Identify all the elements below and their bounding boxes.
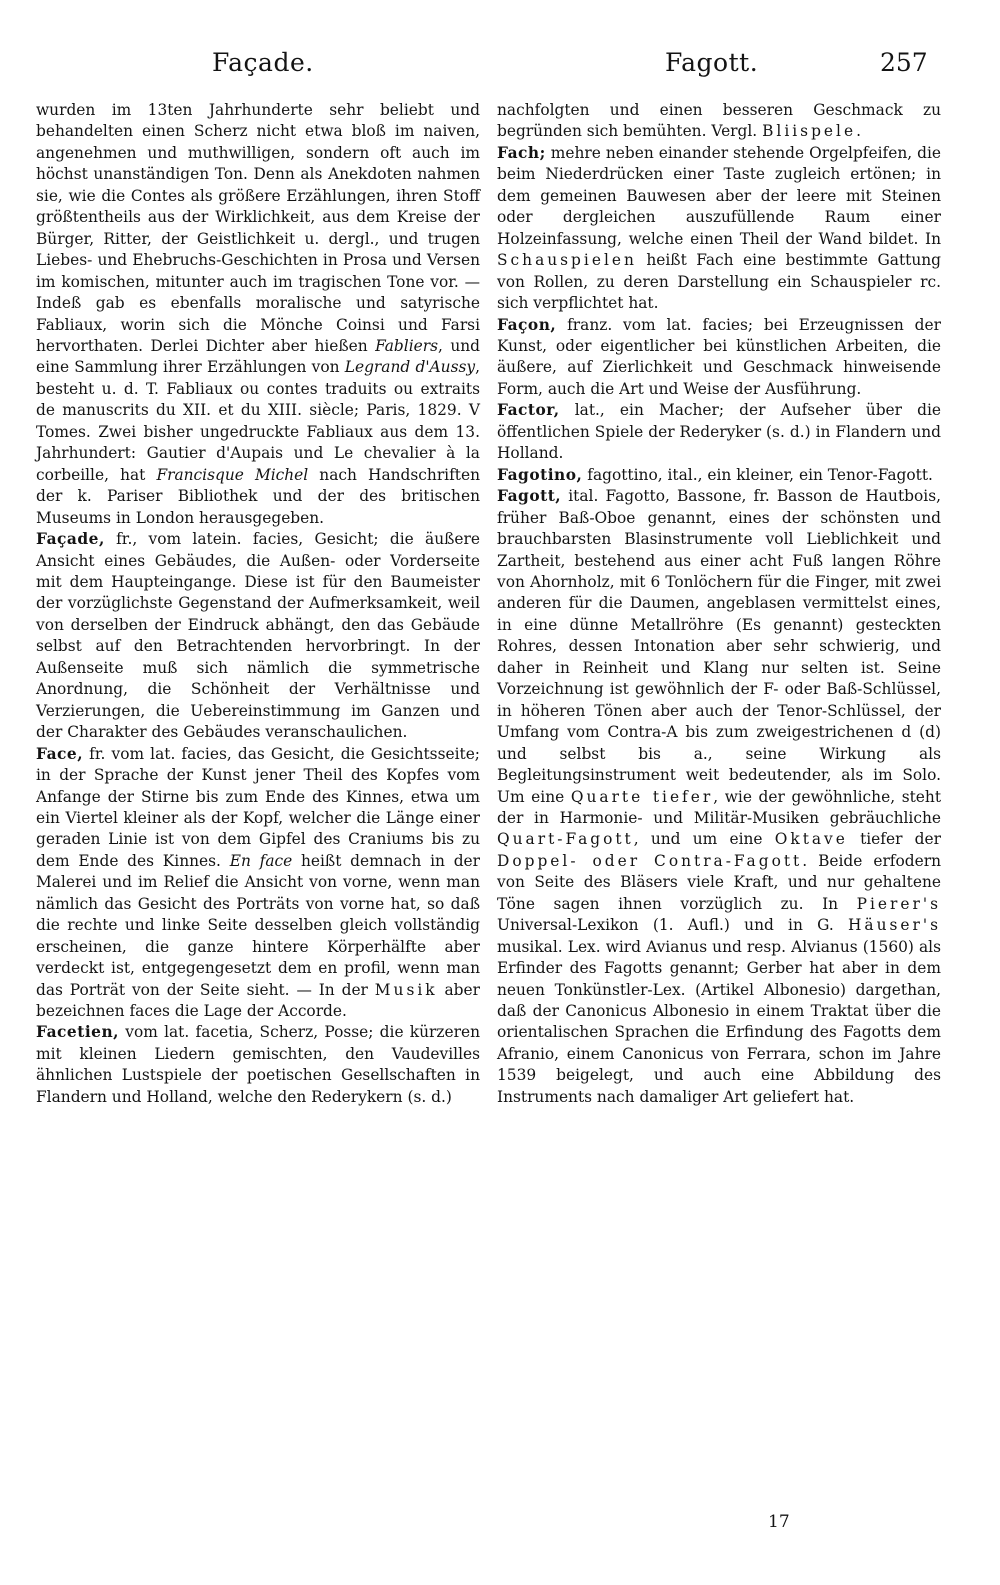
text-run: ital. Fagotto, Bassone, fr. Basson de Hautbois, früher Baß-Oboe genannt, eines der schönsten und brauchbarsten Blasinstrumente voll Lieblichkeit und Zartheit, bestehend aus einer acht Fuß langen Röhre von Ahornholz, mit 6 Tonlöchern für die Finger, mit zwei anderen für die Daumen, angeblasen vermittelst eines, in eine dünne Metallröhre (Es genannt) gesteckten Rohres, dessen Intonation aber sehr schwierig, und daher in Reinheit und Klang nur selten ist. Seine Vorzeichnung ist gewöhnlich der F- oder Baß-Schlüssel, in höheren Tönen aber auch der Tenor-Schlüssel, der Umfang vom Contra-A bis zum zweigestrichenen d (d) und selbst bis a., seine Wirkung als Begleitungsinstrument weit bedeutender, als im Solo. Um eine — [497, 487, 941, 806]
text-run: , besteht u. d. T. Fabliaux ou contes traduits ou extraits de manuscrits du XII. et du XIII. siècle; Paris, 1829. V Tomes. Zwei bisher ungedruckte Fabliaux aus dem 13. Jahrhundert: Gautier d'Aupais und Le chevalier à la corbeille, hat — [36, 358, 480, 484]
right-column — [497, 100, 941, 1108]
text-run: fr. vom lat. facies, das Gesicht, die Gesichtsseite; in der Sprache der Kunst jener Theil des Kopfes vom Anfange der Stirne bis zum Ende des Kinnes, etwa um ein Viertel kleiner als der Kopf, welcher die Länge einer geraden Linie ist von dem Gipfel des Craniums bis zu dem Ende des Kinnes. — [36, 744, 480, 870]
entry-facade — [36, 529, 480, 744]
headword-facetien: Facetien, — [36, 1023, 120, 1042]
text-run: wurden im 13ten Jahrhunderte sehr beliebt und behandelten einen Scherz nicht etwa bloß im naiven, angenehmen und muthwilligen, sondern oft auch im höchst unanständigen Ton. Denn als Anekdoten nahmen sie, wie die Contes als größere Erzählungen, ihren Stoff größtentheils aus der Wirklichkeit, aus dem Kreise der Bürger, Ritter, der Geistlichkeit u. dergl., und trugen Liebes- und Ehebruchs-Geschichten in Prosa und Versen im komischen, mitunter auch im tragischen Tone vor. — Indeß gab es ebenfalls moralische und satyrische Fabliaux, worin sich die Mönche Coinsi und Farsi hervorthaten. Derlei Dichter aber hießen — [36, 101, 480, 355]
text-run: nach Handschriften der k. Pariser Bibliothek und der des britischen Museums in London herausgegeben. — [36, 465, 480, 527]
spaced-schauspielen: Schauspielen — [497, 251, 637, 270]
text-run: nachfolgten und einen besseren Geschmack zu begründen sich bemühten. Vergl. — [497, 101, 941, 141]
text-run: fagottino, ital., ein kleiner, ein Tenor-Fagott. — [582, 465, 933, 484]
headword-fach: Fach; — [497, 143, 546, 162]
text-run: heißt demnach in der Malerei und im Relief die Ansicht von vorne, wenn man nämlich das Gesicht des Porträts von vorne hat, so daß die rechte und linke Seite desselben gleich vollständig erscheinen, die ganze hintere Körperhälfte aber verdeckt ist, entgegengesetzt dem en profil, wenn man das Porträt von der Seite sieht. — In der — [36, 851, 481, 999]
entry-facon — [497, 315, 941, 401]
page-number: 257 — [880, 48, 928, 77]
entry-factor — [497, 400, 941, 464]
headword-fagotino: Fagotino, — [497, 465, 583, 484]
text-run: tiefer der — [847, 830, 941, 849]
text-run: , und um eine — [633, 830, 775, 849]
text-run: lat., ein Macher; der Aufseher über die öffentlichen Spiele der Rederyker (s. d.) in Flandern und Holland. — [497, 401, 941, 463]
entry-fagotino — [497, 465, 941, 486]
spaced-doppel-fagott: Doppel- oder Contra-Fagott — [497, 851, 803, 870]
spaced-haeuser: Häuser's — [847, 916, 941, 935]
left-column — [36, 100, 480, 1108]
emphasis-michel: Francisque Michel — [156, 465, 309, 484]
spaced-musik: Musik — [374, 980, 438, 999]
text-run: . — [856, 122, 861, 141]
text-run: franz. vom lat. facies; bei Erzeugnissen der Kunst, oder eigentlicher bei künstlichen Arbeiten, die äußere, auf Zierlichkeit und Geschmack hinweisende Form, auch die Art und Weise der Ausführung. — [497, 315, 941, 398]
entry-fach — [497, 143, 941, 315]
header-left-title: Façade. — [212, 48, 314, 77]
text-run: heißt Fach eine bestimmte Gattung von Rollen, zu deren Darstellung ein Schauspieler rc. sich verpflichtet hat. — [497, 251, 941, 313]
signature-mark: 17 — [768, 1512, 790, 1532]
running-header — [0, 48, 1000, 88]
headword-facade: Façade, — [36, 530, 105, 549]
entry-facetien — [36, 1022, 480, 1108]
headword-factor: Factor, — [497, 401, 560, 420]
entry-facetien-continuation — [497, 100, 941, 143]
entry-face — [36, 744, 480, 1023]
text-run: musikal. Lex. wird Avianus und resp. Alvianus (1560) als Erfinder des Fagotts genannt; Gerber hat aber in dem neuen Tonkünstler-Lex. (Artikel Albonesio) dargethan, daß der Canonicus Albonesio in einem Traktat über die orientalischen Sprachen die Erfindung des Fagotts dem Afranio, einem Canonicus von Ferrara, schon im Jahre 1539 beigelegt, und auch eine Abbildung des Instruments nach damaliger Art geliefert hat. — [497, 937, 941, 1106]
text-run: , wie der gewöhnliche, steht der in Harmonie- und Militär-Musiken gebräuchliche — [497, 787, 942, 827]
text-run: . Beide erfodern von Seite des Bläsers viele Kraft, und nur gehaltene Töne sagen ihnen vorzüglich zu. In — [497, 851, 941, 913]
entry-fagott — [497, 486, 941, 1108]
emphasis-legrand: Legrand d'Aussy — [344, 358, 476, 377]
emphasis-fabliers: Fabliers — [375, 336, 438, 355]
emphasis-en-face: En face — [229, 851, 293, 870]
header-right-title: Fagott. — [665, 48, 759, 77]
entry-fabliaux-continuation — [36, 100, 480, 529]
spaced-pierer: Pierer's — [856, 894, 941, 913]
spaced-oktave: Oktave — [774, 830, 848, 849]
text-run: mehre neben einander stehende Orgelpfeifen, die beim Niederdrücken einer Taste zugleich ertönen; in dem gemeinen Bauwesen aber der leere mit Steinen oder dergleichen auszufüllende Raum einer Holzeinfassung, welche einen Theil der Wand bildet. In — [497, 143, 941, 248]
text-run: fr., vom latein. facies, Gesicht; die äußere Ansicht eines Gebäudes, die Außen- oder Vorderseite mit dem Haupteingange. Diese ist für den Baumeister der vorzüglichste Gegenstand der Aufmerksamkeit, weil von derselben der Eindruck abhängt, den das Gebäude selbst auf den Betrachtenden hervorbringt. In der Außenseite muß sich nämlich die symmetrische Anordnung, die Schönheit der Verhältnisse und Verzierungen, die Uebereinstimmung im Ganzen und der Charakter des Gebäudes veranschaulichen. — [36, 530, 480, 742]
headword-face: Face, — [36, 744, 84, 763]
text-run: Universal-Lexikon (1. Aufl.) und in G. — [497, 916, 848, 935]
headword-fagott: Fagott, — [497, 487, 562, 506]
spaced-quart-fagott: Quart-Fagott — [497, 830, 634, 849]
spaced-bliispele: Bliispele — [762, 122, 857, 141]
text-run: aber bezeichnen faces die Lage der Accorde. — [36, 980, 480, 1021]
text-run: , und eine Sammlung ihrer Erzählungen von — [36, 336, 480, 377]
spaced-quarte-tiefer: Quarte tiefer — [570, 787, 714, 806]
text-run: vom lat. facetia, Scherz, Posse; die kürzeren mit kleinen Liedern gemischten, den Vaudevilles ähnlichen Lustspiele der poetischen Gesellschaften in Flandern und Holland, welche den Rederykern (s. d.) — [36, 1023, 480, 1106]
headword-facon: Façon, — [497, 315, 557, 334]
